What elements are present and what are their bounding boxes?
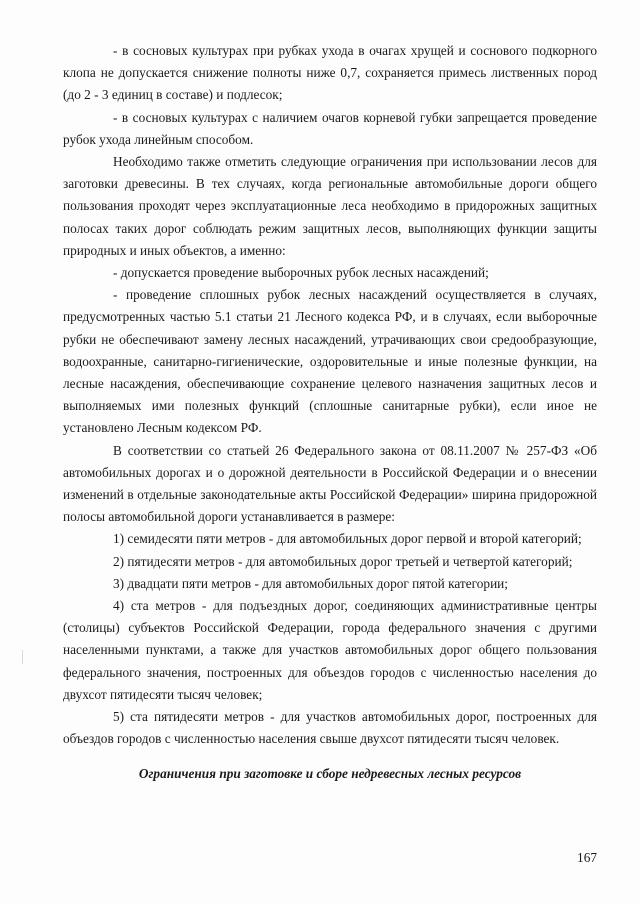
paragraph-federal-law-reference: В соответствии со статьей 26 Федерального закона от 08.11.2007 № 257-ФЗ «Об автомобильных дорогах и о дорожной деятельности в Российской Федерации и о внесении изменений в отдельные законодательные акты Российской Федерации» ширина придорожной полосы автомобильной дороги устанавливается в размере:: [63, 442, 597, 525]
paragraph-harvest-restrictions: Необходимо также отметить следующие ограничения при использовании лесов для заготовки древесины. В тех случаях, когда региональные автомобильные дороги общего пользования проходят через эксплуатационные леса необходимо в придорожных защитных полосах таких дорог соблюдать режим защитных лесов, выполняющих функции защиты природных и иных объектов, а именно:: [63, 154, 597, 258]
list-item-25-meters: 3) двадцати пяти метров - для автомобильных дорог пятой категории;: [113, 575, 508, 591]
paragraph-pine-pest-thinning: - в сосновых культурах при рубках ухода в очагах хрущей и соснового подкорного клопа не допускается снижение полноты ниже 0,7, сохраняется примесь лиственных пород (до 2 - 3 единиц в составе) и подлесок;: [63, 43, 597, 103]
list-item-75-meters: 1) семидесяти пяти метров - для автомобильных дорог первой и второй категорий;: [113, 531, 582, 547]
paragraph-clear-felling: - проведение сплошных рубок лесных насаждений осуществляется в случаях, предусмотренных частью 5.1 статьи 21 Лесного кодекса РФ, и в случаях, если выборочные рубки не обеспечивают замену лесных насаждений, утрачивающих свои средообразующие, водоохранные, санитарно-гигиенические, оздоровительные и иные полезные функции, на лесные насаждения, обеспечивающие сохранение целевого назначения защитных лесов и выполняемых ими полезных функций (сплошные санитарные рубки), если иное не установлено Лесным кодексом РФ.: [63, 287, 597, 436]
page-number: 167: [577, 850, 597, 865]
document-body: [63, 40, 597, 785]
list-item-50-meters: 2) пятидесяти метров - для автомобильных дорог третьей и четвертой категорий;: [113, 553, 573, 569]
list-item-150-meters: 5) ста пятидесяти метров - для участков автомобильных дорог, построенных для объездов городов с численностью населения свыше двухсот пятидесяти тысяч человек.: [63, 709, 597, 747]
list-item-100-meters: 4) ста метров - для подъездных дорог, соединяющих административные центры (столицы) субъектов Российской Федерации, города федерального значения с другими населенными пунктами, а также для участков автомобильных дорог общего пользования федерального значения, построенных для объездов городов с численностью населения до двухсот пятидесяти тысяч человек;: [63, 598, 597, 702]
scan-margin-mark: [22, 650, 23, 664]
section-heading: Ограничения при заготовке и сборе недревесных лесных ресурсов: [138, 765, 522, 781]
paragraph-selective-felling: - допускается проведение выборочных рубок лесных насаждений;: [113, 265, 489, 281]
paragraph-root-fungus-thinning: - в сосновых культурах с наличием очагов корневой губки запрещается проведение рубок ухода линейным способом.: [63, 109, 597, 147]
